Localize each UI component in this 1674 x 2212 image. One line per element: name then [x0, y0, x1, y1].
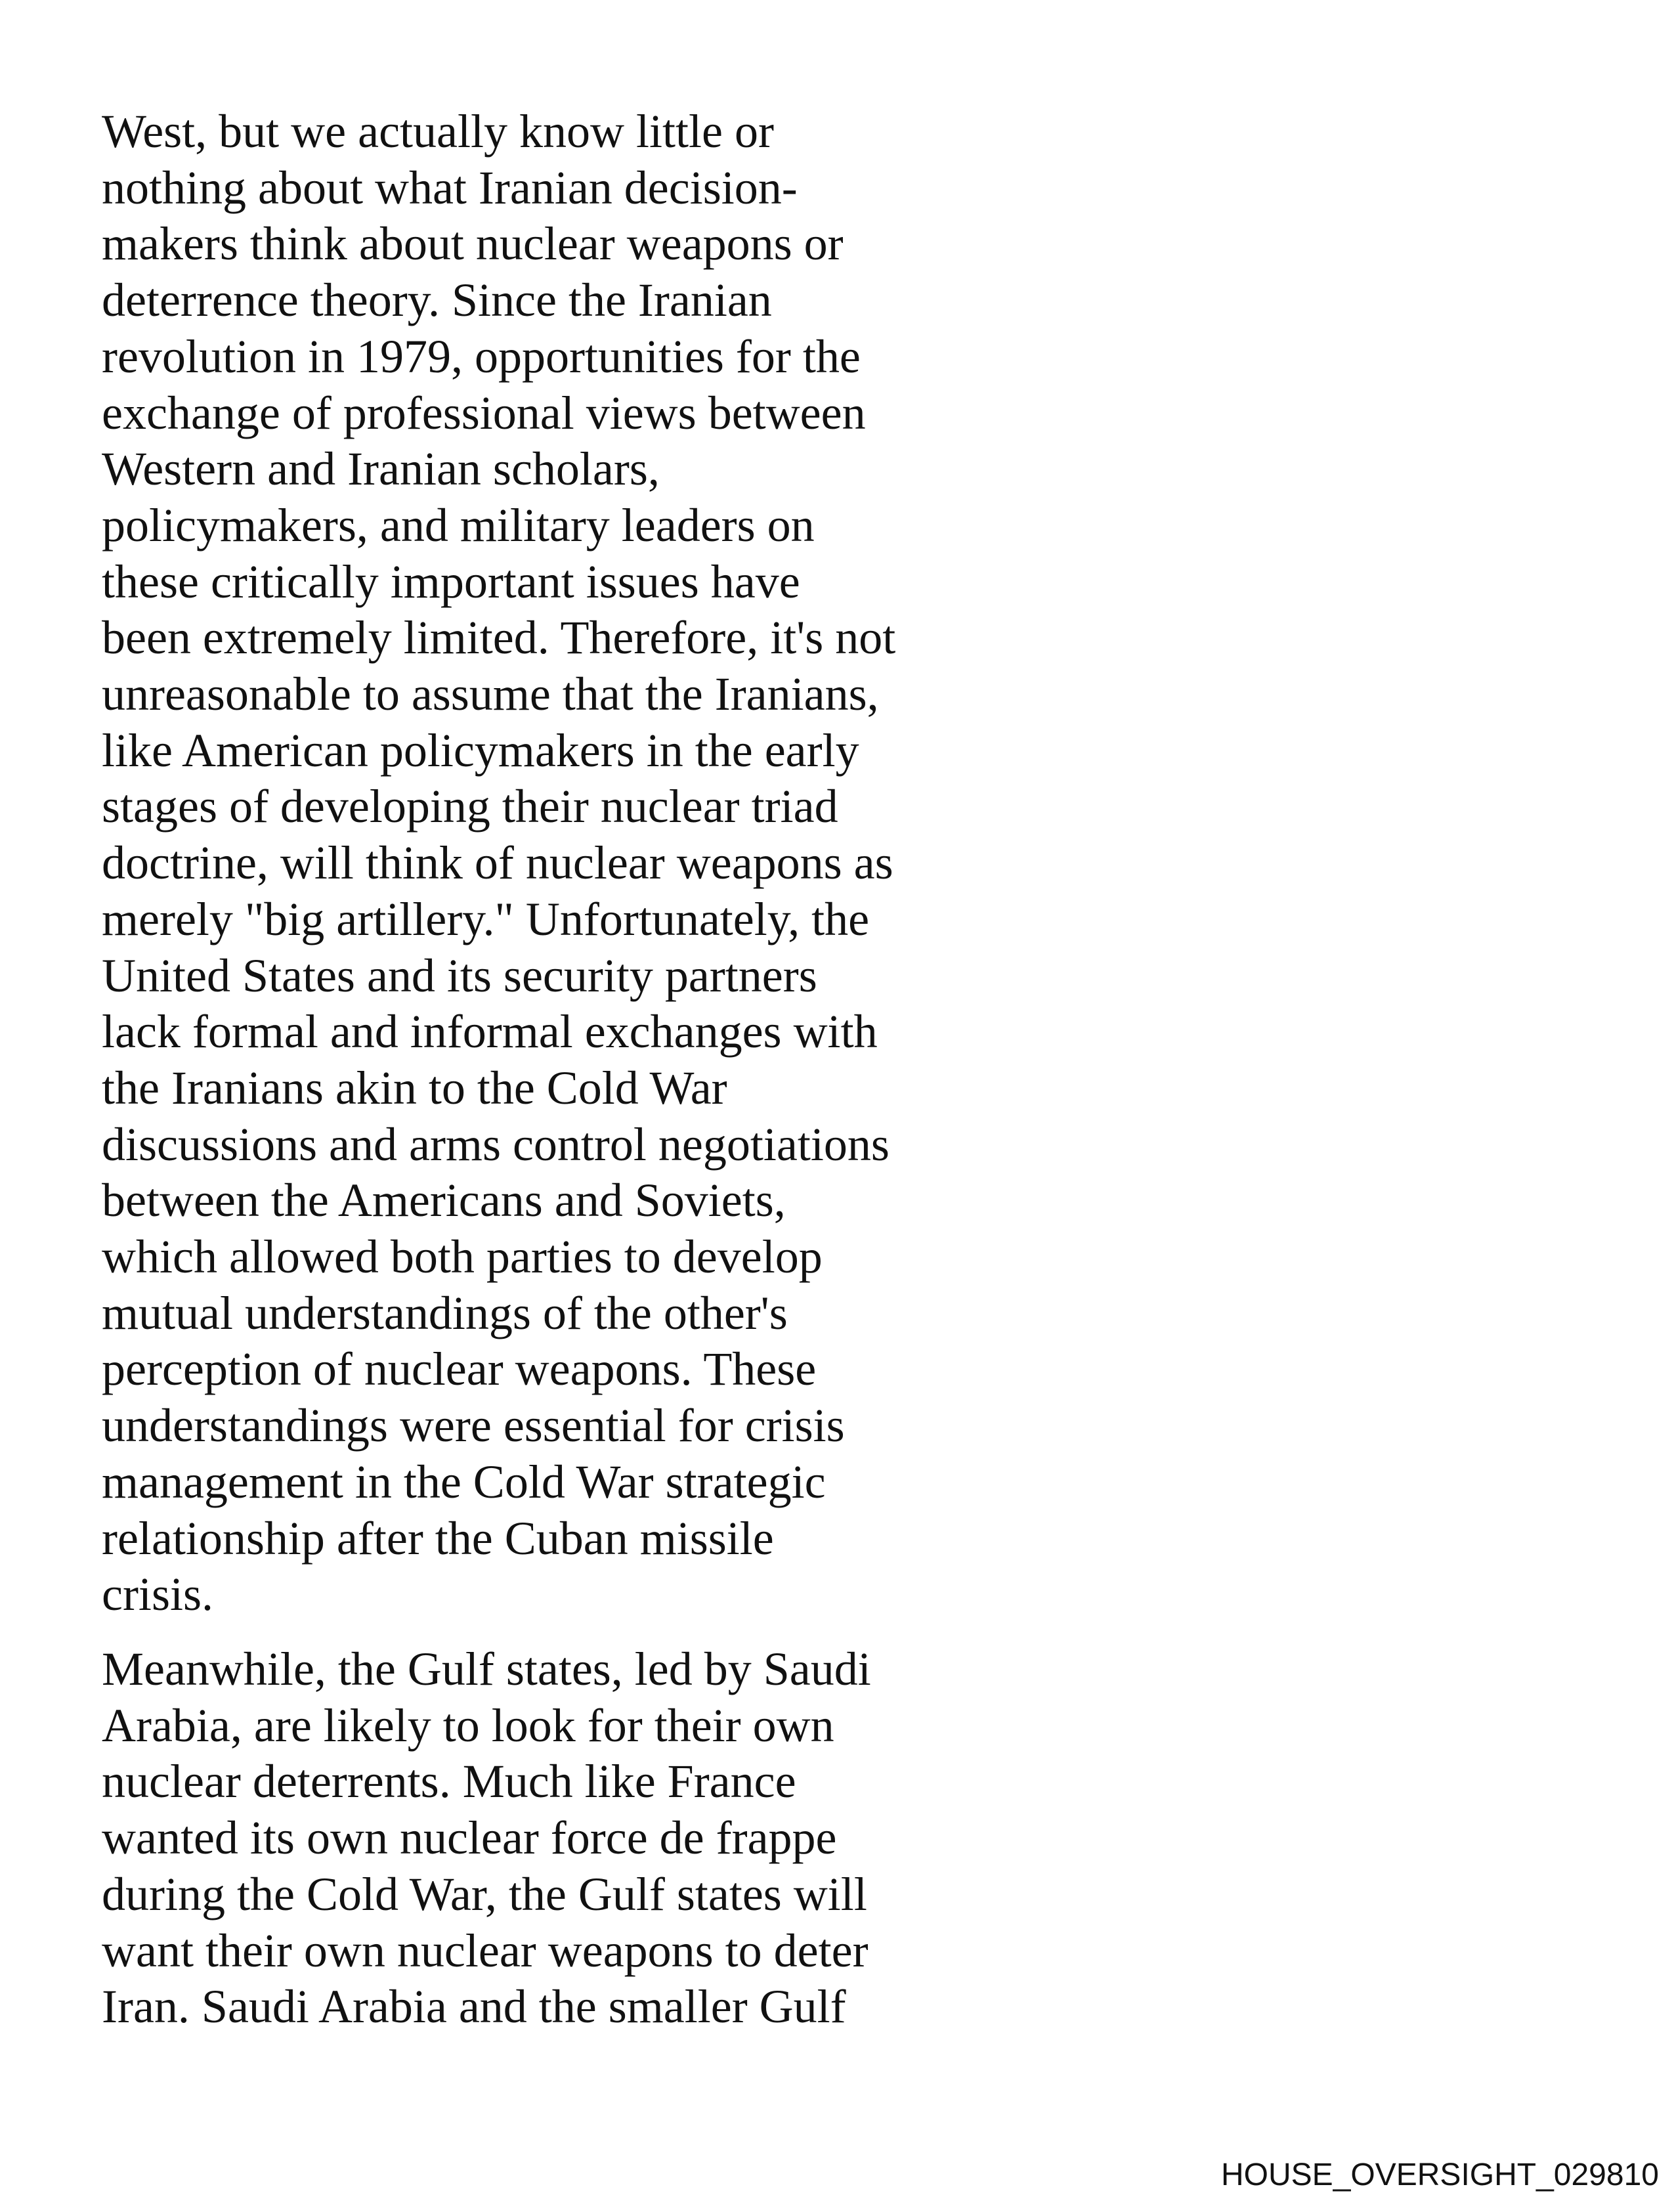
text-line: Arabia, are likely to look for their own — [102, 1699, 834, 1752]
text-line: these critically important issues have — [102, 555, 800, 608]
text-line: between the Americans and Soviets, — [102, 1174, 786, 1227]
document-id-stamp: HOUSE_OVERSIGHT_029810 — [1221, 2158, 1659, 2192]
paragraph-2 — [102, 1641, 955, 2035]
text-line: nuclear deterrents. Much like France — [102, 1755, 796, 1808]
text-line: policymakers, and military leaders on — [102, 498, 815, 552]
text-line: wanted its own nuclear force de frappe — [102, 1811, 837, 1865]
text-line: which allowed both parties to develop — [102, 1230, 823, 1284]
text-line: merely "big artillery." Unfortunately, the — [102, 892, 870, 945]
text-line: understandings were essential for crisis — [102, 1399, 845, 1452]
text-line: deterrence theory. Since the Iranian — [102, 274, 772, 327]
text-line: crisis. — [102, 1568, 213, 1621]
text-line: exchange of professional views between — [102, 386, 866, 439]
text-line: unreasonable to assume that the Iranians, — [102, 668, 879, 721]
text-line: makers think about nuclear weapons or — [102, 217, 844, 271]
text-line: been extremely limited. Therefore, it's not — [102, 611, 896, 664]
paragraph-1 — [102, 104, 955, 1623]
text-line: West, but we actually know little or — [102, 105, 774, 158]
text-line: management in the Cold War strategic — [102, 1455, 826, 1508]
text-line: nothing about what Iranian decision- — [102, 161, 798, 214]
text-line: doctrine, will think of nuclear weapons as — [102, 836, 893, 890]
text-line: perception of nuclear weapons. These — [102, 1343, 817, 1396]
text-line: relationship after the Cuban missile — [102, 1511, 774, 1565]
text-line: the Iranians akin to the Cold War — [102, 1061, 727, 1114]
text-line: discussions and arms control negotiations — [102, 1117, 890, 1171]
text-line: mutual understandings of the other's — [102, 1286, 788, 1339]
text-line: Iran. Saudi Arabia and the smaller Gulf — [102, 1980, 846, 2033]
text-line: Western and Iranian scholars, — [102, 443, 660, 496]
text-line: stages of developing their nuclear triad — [102, 780, 838, 833]
text-line: lack formal and informal exchanges with — [102, 1005, 878, 1058]
text-line: like American policymakers in the early — [102, 724, 859, 777]
paragraph-spacer — [102, 1623, 955, 1641]
text-line: United States and its security partners — [102, 949, 817, 1002]
text-line: want their own nuclear weapons to deter — [102, 1924, 869, 1977]
text-line: during the Cold War, the Gulf states will — [102, 1867, 867, 1920]
text-line: Meanwhile, the Gulf states, led by Saudi — [102, 1642, 871, 1695]
text-line: revolution in 1979, opportunities for the — [102, 330, 861, 383]
body-text — [102, 104, 955, 2035]
